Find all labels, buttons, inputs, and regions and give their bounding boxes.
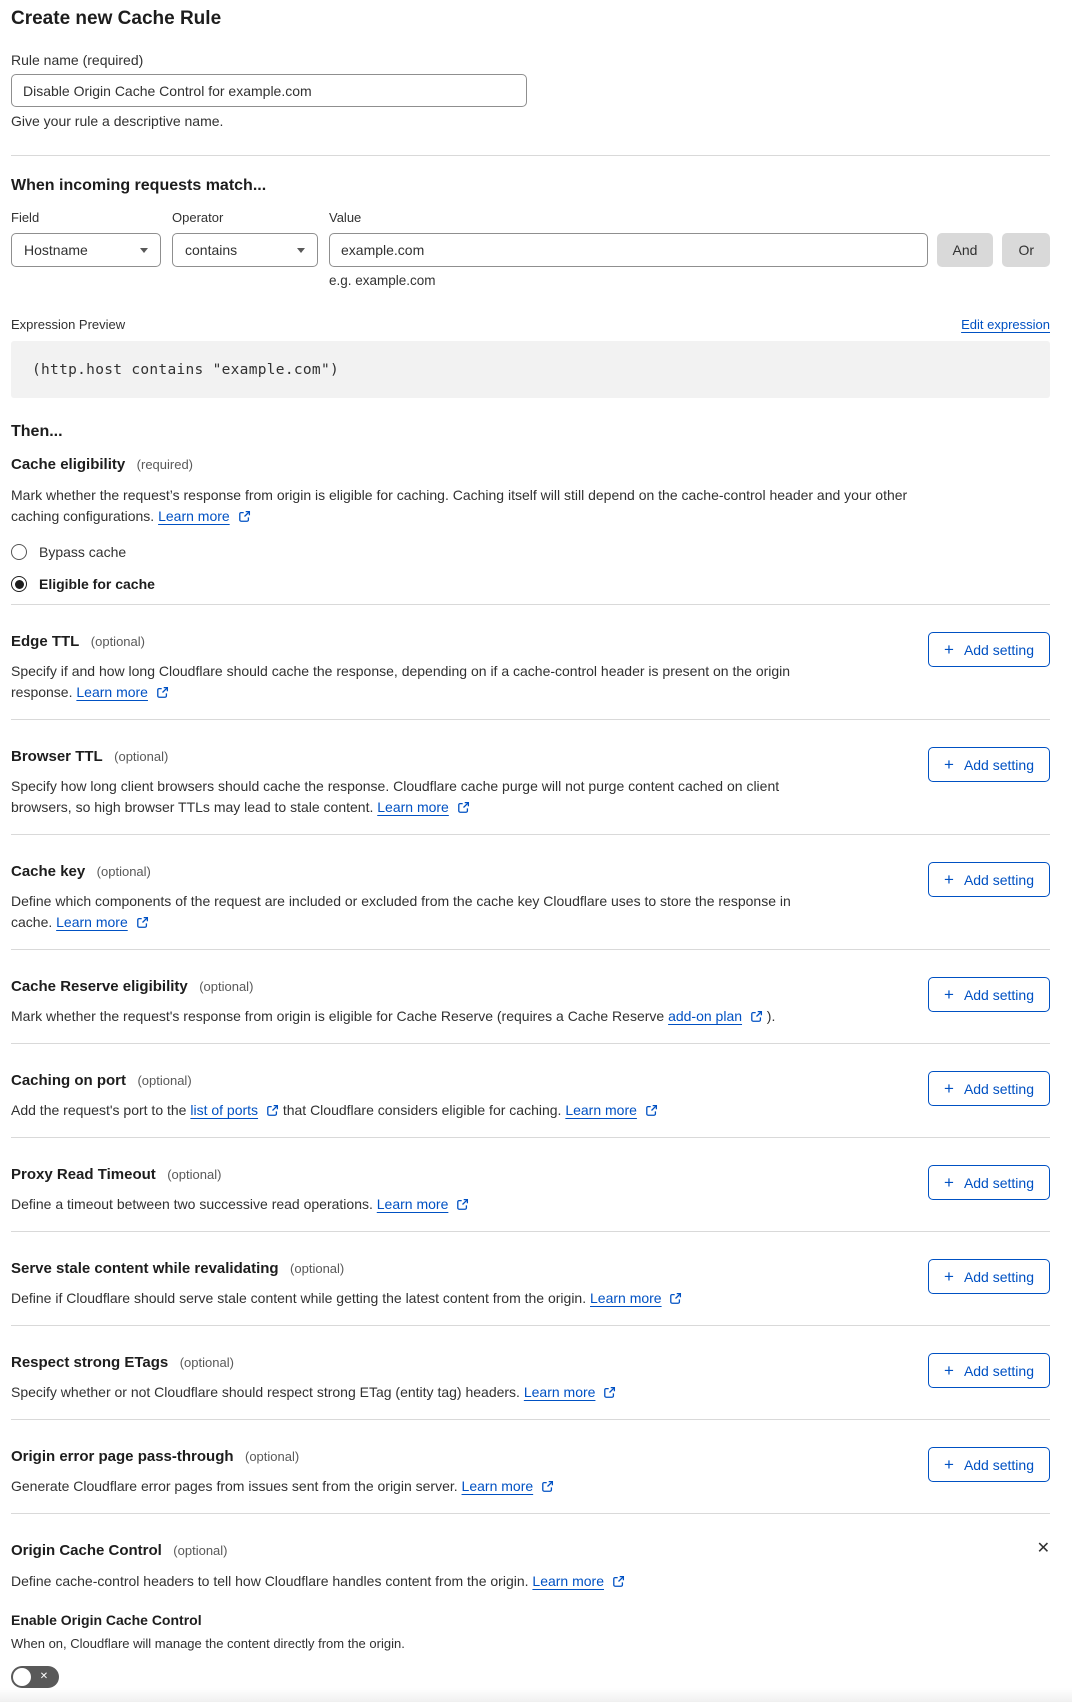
section-divider	[11, 155, 1050, 156]
add-setting-label: Add setting	[963, 641, 1034, 658]
setting-section-browser-ttl	[11, 719, 1050, 834]
chevron-down-icon	[140, 248, 148, 253]
field-select[interactable]	[11, 233, 161, 267]
rule-name-label: Rule name (required)	[11, 52, 144, 68]
section-qualifier: (optional)	[199, 979, 254, 994]
or-button[interactable]: Or	[1002, 233, 1050, 267]
cache-eligibility-qualifier: (required)	[136, 457, 194, 472]
learn-more-link[interactable]: Learn more	[158, 508, 230, 524]
radio-label: Eligible for cache	[39, 576, 155, 592]
setting-section-respect-strong-etags	[11, 1325, 1050, 1419]
add-setting-button[interactable]	[928, 632, 1050, 667]
external-link-icon	[156, 686, 169, 699]
list-of-ports-link[interactable]: list of ports	[190, 1102, 259, 1118]
section-title: Browser TTL	[11, 748, 103, 765]
page-title: Create new Cache Rule	[11, 8, 222, 29]
setting-section-cache-reserve-eligibility	[11, 949, 1050, 1043]
plus-icon: +	[944, 1360, 954, 1380]
section-description: Generate Cloudflare error pages from issues sent from the origin server. Learn more	[11, 1476, 554, 1497]
section-description: Specify whether or not Cloudflare should respect strong ETag (entity tag) headers. Learn more	[11, 1382, 616, 1403]
add-setting-label: Add setting	[963, 986, 1034, 1003]
plus-icon: +	[944, 984, 954, 1004]
origin-cache-control-qualifier: (optional)	[173, 1543, 228, 1558]
section-title: Caching on port	[11, 1072, 126, 1089]
learn-more-link[interactable]: Learn more	[377, 799, 449, 815]
external-link-icon	[603, 1386, 616, 1399]
plus-icon: +	[944, 1454, 954, 1474]
external-link-icon	[750, 1010, 763, 1023]
add-setting-label: Add setting	[963, 871, 1034, 888]
section-qualifier: (optional)	[96, 864, 151, 879]
cache-eligibility-description: Mark whether the request’s response from origin is eligible for caching. Caching itself will still depend on the cache-control header and your other caching configurations. Learn more	[11, 487, 908, 524]
plus-icon: +	[944, 1078, 954, 1098]
external-link-icon	[541, 1480, 554, 1493]
plus-icon: +	[944, 754, 954, 774]
plus-icon: +	[944, 1172, 954, 1192]
origin-cache-control-section	[11, 1513, 1050, 1688]
add-setting-label: Add setting	[963, 1174, 1034, 1191]
add-setting-label: Add setting	[963, 1080, 1034, 1097]
add-setting-button[interactable]	[928, 747, 1050, 782]
cache-eligibility-options	[11, 544, 1050, 604]
add-setting-label: Add setting	[963, 1268, 1034, 1285]
section-qualifier: (optional)	[290, 1261, 345, 1276]
radio-icon	[11, 544, 27, 560]
then-heading: Then...	[11, 423, 63, 440]
add-setting-button[interactable]	[928, 1259, 1050, 1294]
section-description: Specify if and how long Cloudflare should cache the response, depending on if a cache-control header is present on the origin response. Learn more	[11, 663, 791, 700]
section-title: Origin error page pass-through	[11, 1448, 234, 1465]
section-description: Define which components of the request are included or excluded from the cache key Cloudflare uses to store the response in cache. Learn more	[11, 893, 791, 930]
section-qualifier: (optional)	[90, 634, 145, 649]
external-link-icon	[457, 801, 470, 814]
value-label: Value	[329, 210, 362, 225]
rule-name-helper: Give your rule a descriptive name.	[11, 113, 224, 129]
chevron-down-icon	[297, 248, 305, 253]
section-qualifier: (optional)	[244, 1449, 300, 1464]
learn-more-link[interactable]: Learn more	[532, 1573, 604, 1589]
origin-cache-control-toggle[interactable]	[11, 1666, 59, 1688]
external-link-icon	[612, 1575, 625, 1588]
field-label: Field	[11, 210, 40, 225]
match-row	[11, 210, 1050, 289]
setting-section-proxy-read-timeout	[11, 1137, 1050, 1231]
value-helper: e.g. example.com	[329, 273, 436, 288]
setting-section-serve-stale-content-while-revalidating	[11, 1231, 1050, 1325]
setting-section-origin-error-page-pass-through	[11, 1419, 1050, 1513]
add-setting-button[interactable]	[928, 862, 1050, 897]
operator-label: Operator	[172, 210, 224, 225]
learn-more-link[interactable]: Learn more	[56, 914, 128, 930]
section-qualifier: (optional)	[137, 1073, 192, 1088]
section-qualifier: (optional)	[167, 1167, 222, 1182]
learn-more-link[interactable]: Learn more	[76, 684, 148, 700]
add-setting-button[interactable]	[928, 1071, 1050, 1106]
cache-eligibility-title: Cache eligibility	[11, 456, 126, 473]
add-setting-label: Add setting	[963, 1362, 1034, 1379]
learn-more-link[interactable]: Learn more	[590, 1290, 662, 1306]
field-select-value: Hostname	[24, 242, 88, 258]
expression-preview-row	[11, 317, 1050, 332]
learn-more-link[interactable]: Learn more	[376, 1196, 449, 1212]
external-link-icon	[669, 1292, 682, 1305]
value-input[interactable]	[329, 233, 928, 267]
enable-origin-cache-control-help: When on, Cloudflare will manage the content directly from the origin.	[11, 1636, 405, 1651]
and-button[interactable]: And	[937, 233, 994, 267]
setting-section-caching-on-port	[11, 1043, 1050, 1137]
origin-cache-control-description: Define cache-control headers to tell how Cloudflare handles content from the origin. Learn more	[11, 1571, 949, 1592]
close-icon[interactable]: ✕	[1036, 1540, 1050, 1557]
cache-eligibility-header	[11, 455, 1050, 474]
section-title: Serve stale content while revalidating	[11, 1260, 279, 1277]
section-description: Add the request's port to the list of ports that Cloudflare considers eligible for caching. Learn more	[11, 1100, 658, 1121]
section-description: Mark whether the request's response from origin is eligible for Cache Reserve (requires a Cache Reserve add-on plan ).	[11, 1008, 776, 1024]
section-title: Proxy Read Timeout	[11, 1166, 156, 1183]
add-setting-button[interactable]	[928, 977, 1050, 1012]
expression-preview-label: Expression Preview	[11, 317, 126, 332]
origin-cache-control-title: Origin Cache Control	[11, 1542, 162, 1559]
setting-section-edge-ttl	[11, 604, 1050, 719]
section-description: Specify how long client browsers should cache the response. Cloudflare cache purge will not purge content cached on client browsers, so high browser TTLs may lead to stale content. Learn more	[11, 778, 780, 815]
plus-icon: +	[944, 639, 954, 659]
add-setting-button[interactable]	[928, 1165, 1050, 1200]
add-setting-button[interactable]	[928, 1447, 1050, 1482]
radio-label: Bypass cache	[39, 544, 127, 560]
scroll-fade	[0, 1688, 1072, 1702]
rule-name-input[interactable]	[11, 74, 527, 107]
section-qualifier: (optional)	[179, 1355, 234, 1370]
toggle-off-x-icon: ✕	[39, 1671, 49, 1682]
external-link-icon	[456, 1198, 469, 1211]
learn-more-link[interactable]: Learn more	[461, 1478, 534, 1494]
setting-section-cache-key	[11, 834, 1050, 949]
radio-bypass-cache[interactable]	[11, 544, 1050, 560]
external-link-icon	[266, 1104, 279, 1117]
expression-code: (http.host contains "example.com")	[11, 341, 1050, 398]
external-link-icon	[238, 510, 251, 523]
plus-icon: +	[944, 1266, 954, 1286]
section-title: Respect strong ETags	[11, 1354, 169, 1371]
section-title: Cache key	[11, 863, 86, 880]
edit-expression-link[interactable]: Edit expression	[961, 317, 1050, 332]
external-link-icon	[645, 1104, 658, 1117]
enable-origin-cache-control-label: Enable Origin Cache Control	[11, 1612, 202, 1628]
toggle-knob	[13, 1668, 31, 1686]
radio-selected-icon	[11, 576, 27, 592]
learn-more-link[interactable]: Learn more	[523, 1384, 596, 1400]
section-description: Define a timeout between two successive read operations. Learn more	[11, 1194, 469, 1215]
plus-icon: +	[944, 869, 954, 889]
add-on-plan-link[interactable]: add-on plan	[668, 1008, 743, 1024]
section-title: Edge TTL	[11, 633, 80, 650]
add-setting-label: Add setting	[963, 1456, 1034, 1473]
add-setting-label: Add setting	[963, 756, 1034, 773]
section-description: Define if Cloudflare should serve stale content while getting the latest content from the origin. Learn more	[11, 1288, 682, 1309]
match-heading: When incoming requests match...	[11, 177, 267, 194]
external-link-icon	[136, 916, 149, 929]
operator-select-value: contains	[185, 242, 238, 258]
radio-eligible-for-cache[interactable]	[11, 576, 1050, 592]
section-qualifier: (optional)	[114, 749, 169, 764]
learn-more-link[interactable]: Learn more	[565, 1102, 637, 1118]
section-title: Cache Reserve eligibility	[11, 978, 188, 995]
add-setting-button[interactable]	[928, 1353, 1050, 1388]
operator-select[interactable]	[172, 233, 318, 267]
